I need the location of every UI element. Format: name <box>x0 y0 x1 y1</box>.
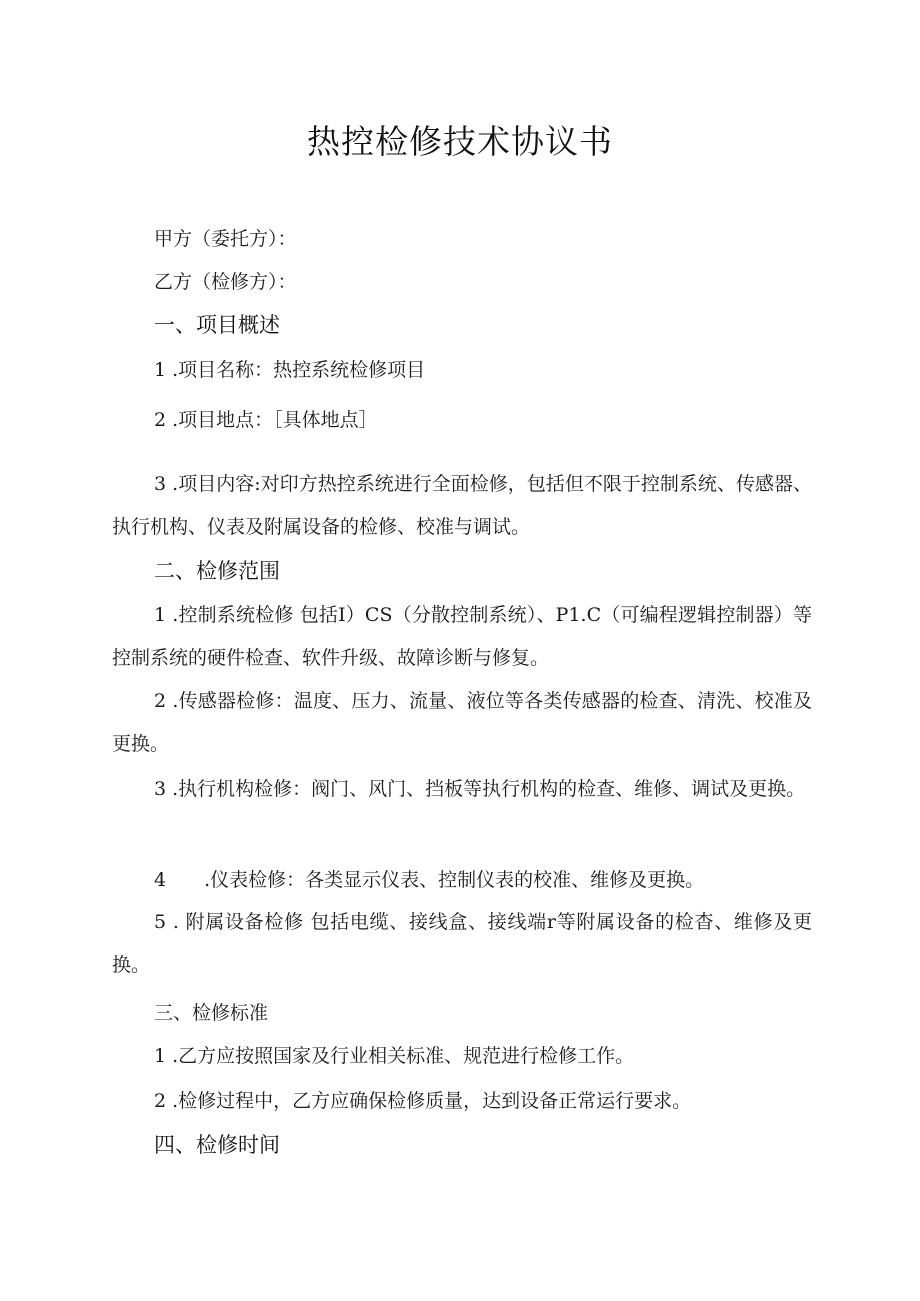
section-heading-standards: 三、检修标准 <box>154 1002 269 1024</box>
overview-item-content: 3 .项目内容:对印方热控系统进行全面检修，包括但不限于控制系统、传感器、执行机构、仪表及附属设备的检修、校准与调试。 <box>112 473 812 538</box>
section-heading-schedule: 四、检修时间 <box>154 1133 280 1157</box>
party-b-line: 乙方（检修方）： <box>154 271 297 293</box>
overview-item-location: 2 .项目地点：［具体地点］ <box>154 409 378 431</box>
section-heading-scope: 二、检修范围 <box>154 559 280 583</box>
scope-item-instruments: 4 .仪表检修：各类显示仪表、控制仪表的校准、维修及更换。 <box>154 869 705 891</box>
scope-item-auxiliary: 5 . 附属设备检修 包括电缆、接线盒、接线端r等附属设备的检杳、维修及更换。 <box>112 911 812 976</box>
party-a-line: 甲方（委托方）： <box>154 228 297 250</box>
scope-item-sensors: 2 .传感器检修：温度、压力、流量、液位等各类传感器的检查、清洗、校准及更换。 <box>112 690 812 755</box>
document-title: 热控检修技术协议书 <box>307 122 613 161</box>
scope-item-control-system: 1 .控制系统检修 包括I）CS（分散控制系统）、P1.C（可编程逻辑控制器）等控制系统的硬件检查、软件升级、故障诊断与修复。 <box>112 604 812 669</box>
scope-item-actuators: 3 .执行机构检修：阀门、风门、挡板等执行机构的检查、维修、调试及更换。 <box>154 778 806 800</box>
standards-item-compliance: 1 .乙方应按照国家及行业相关标准、规范进行检修工作。 <box>154 1045 635 1067</box>
section-heading-overview: 一、项目概述 <box>154 313 280 337</box>
overview-item-name: 1 .项目名称：热控系统检修项目 <box>154 359 426 381</box>
standards-item-quality: 2 .检修过程中，乙方应确保检修质量，达到设备正常运行要求。 <box>154 1090 692 1112</box>
